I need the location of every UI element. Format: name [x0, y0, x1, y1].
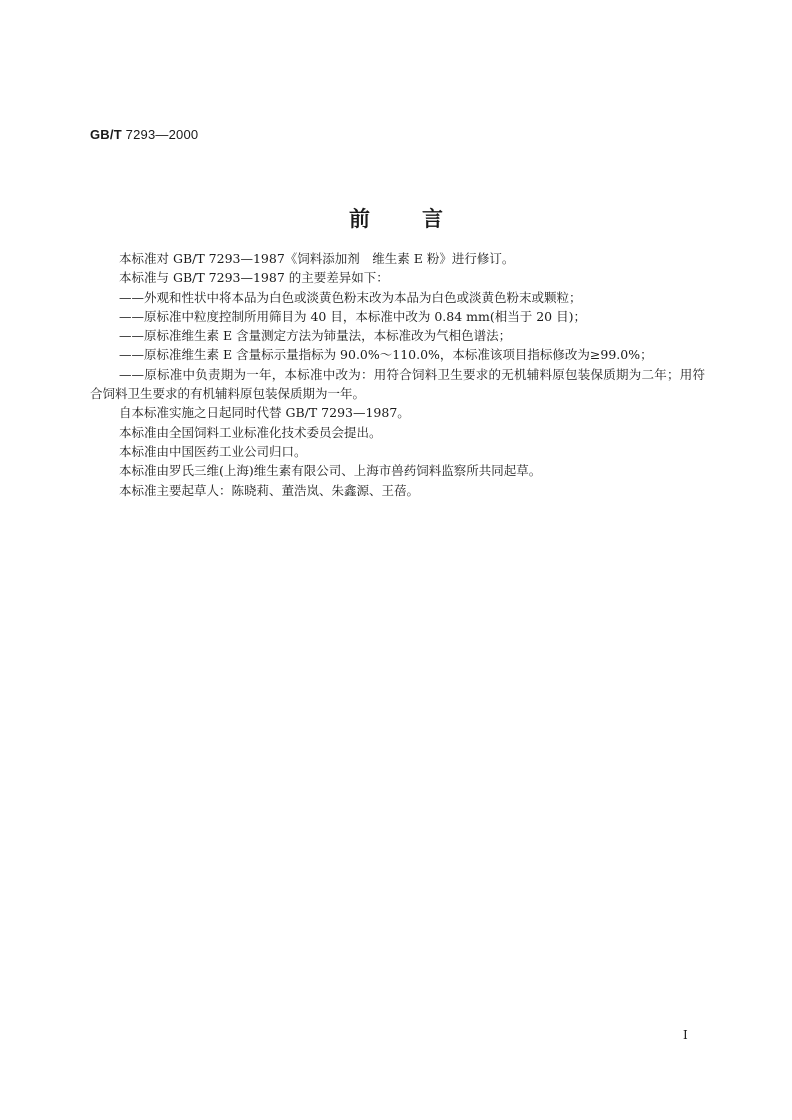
- standard-code: [90, 127, 198, 142]
- paragraph-proposed-by: 本标准由全国饲料工业标准化技术委员会提出。: [119, 424, 382, 440]
- paragraph-difference-shelf-life: ——原标准中负责期为一年，本标准中改为：用符合饲料卫生要求的无机辅料原包装保质期为二年；用符合饲料卫生要求的有机辅料原包装保质期为一年。: [90, 366, 705, 402]
- paragraph-revision: 本标准对 GB/T 7293—1987《饲料添加剂 维生素 E 粉》进行修订。: [119, 251, 515, 266]
- paragraph-differences-intro: 本标准与 GB/T 7293—1987 的主要差异如下：: [119, 270, 389, 286]
- paragraph-drafters: 本标准主要起草人：陈晓莉、董浩岚、朱鑫源、王蓓。: [119, 482, 420, 498]
- paragraph-replaces: 自本标准实施之日起同时代替 GB/T 7293—1987。: [119, 405, 410, 421]
- paragraph-drafted-by: 本标准由罗氏三维(上海)维生素有限公司、上海市兽药饲料监察所共同起草。: [119, 463, 542, 479]
- paragraph-centralized-by: 本标准由中国医药工业公司归口。: [119, 443, 307, 459]
- page-number: I: [683, 1028, 688, 1042]
- paragraph-difference-granularity: ——原标准中粒度控制所用筛目为 40 目，本标准中改为 0.84 mm(相当于 20 目)；: [119, 308, 586, 324]
- page-title: 前言: [349, 206, 495, 231]
- standard-code-prefix: GB/T: [90, 127, 122, 142]
- foreword-body: [90, 249, 705, 500]
- paragraph-difference-appearance: ——外观和性状中将本品为白色或淡黄色粉末改为本品为白色或淡黄色粉末或颗粒；: [119, 289, 582, 305]
- standard-code-number: 7293—2000: [121, 127, 199, 142]
- paragraph-difference-method: ——原标准维生素 E 含量测定方法为铈量法，本标准改为气相色谱法；: [119, 328, 512, 344]
- paragraph-difference-content: ——原标准维生素 E 含量标示量指标为 90.0%～110.0%，本标准该项目指标修改为≥99.0%；: [119, 347, 653, 363]
